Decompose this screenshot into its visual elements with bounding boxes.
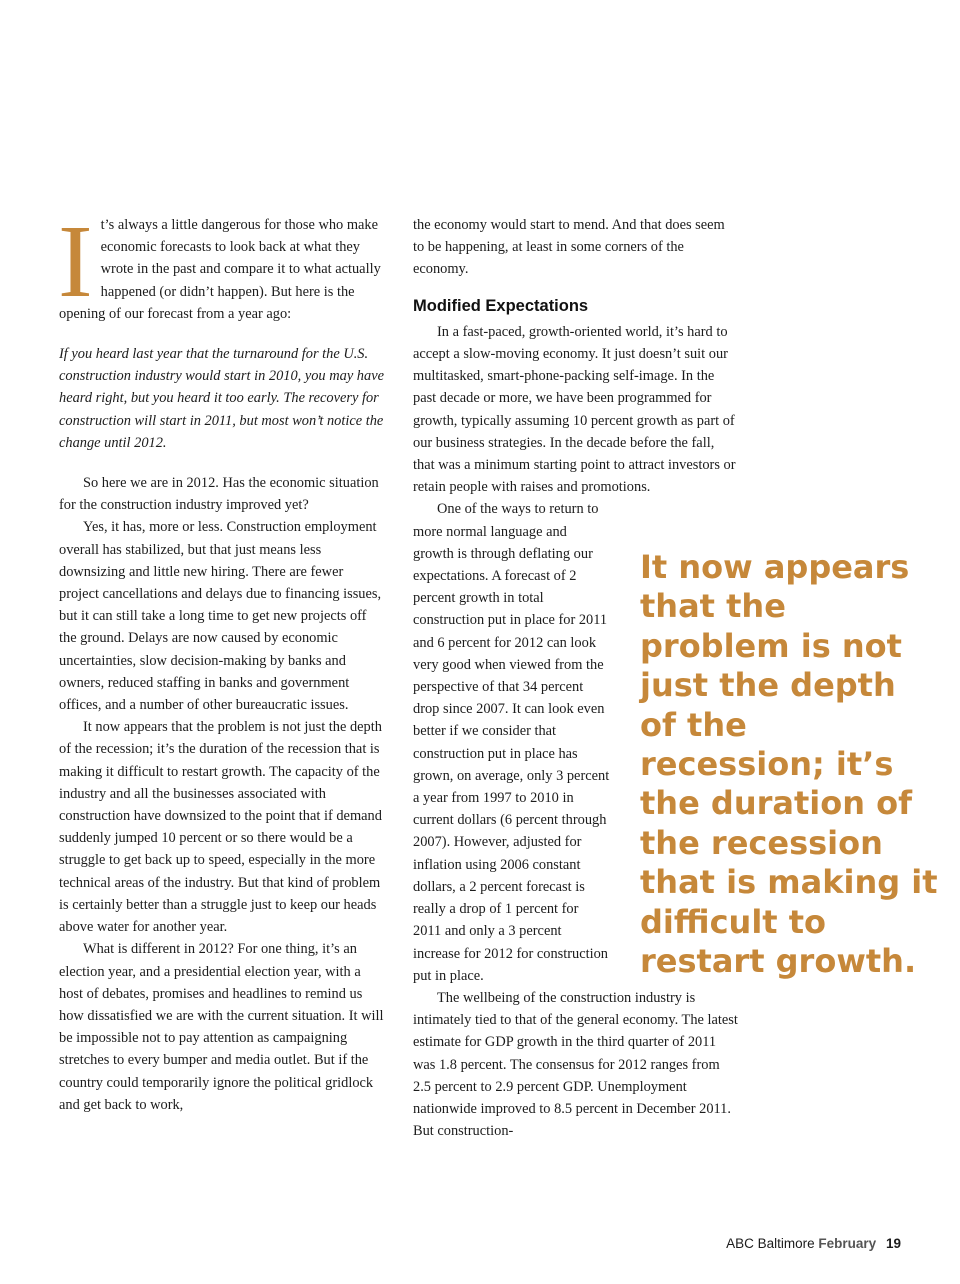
- pull-quote: It now appears that the problem is not just the depth of the recession; it’s the duration of the recession that is making it difficult to restart growth.: [640, 548, 938, 981]
- paragraph-text: t’s always a little dangerous for those who make economic forecasts to look back at what they wrote in the past and compare it to what actually happened (or didn’t happen). But here is the opening of our forecast from a year ago:: [59, 217, 381, 322]
- paragraph: It now appears that the problem is not just the depth of the recession; it’s the duration of the recession that is making it difficult to restart growth. The capacity of the industry and all the businesses associated with construction have downsized to the point that if demand suddenly jumped 10 percent or so there would be a struggle to get back up to speed, especially in the more technical areas of the industry. But that kind of problem is certainly better than a struggle just to keep our heads above water for another year.: [59, 719, 382, 936]
- paragraph: [58, 204, 385, 325]
- paragraph: the economy would start to mend. And that does seem to be happening, at least in some corners of the economy.: [413, 217, 725, 278]
- publication-name: ABC Baltimore: [726, 1236, 815, 1251]
- article-column-left: [58, 204, 385, 1116]
- forecast-quote: If you heard last year that the turnaround for the U.S. construction industry would start in 2010, you may have heard right, but you heard it too early. The recovery for construction will start in 2011, but most won’t notice the change until 2012.: [59, 346, 384, 451]
- page-footer: [726, 1236, 901, 1251]
- paragraph: So here we are in 2012. Has the economic situation for the construction industry improved yet?: [59, 475, 379, 514]
- section-heading: Modified Expectations: [413, 296, 589, 315]
- page-number: 19: [885, 1236, 901, 1251]
- issue-month: February: [818, 1236, 877, 1251]
- paragraph: Yes, it has, more or less. Construction employment overall has stabilized, but that just means less downsizing and little new hiring. There are fewer project cancellations and delays due to financing issues, but it can still take a long time to get new projects off the ground. Delays are now caused by economic uncertainties, slow decision-making by banks and owners, reduced staffing in banks and government offices, and a number of other bureaucratic issues.: [59, 519, 382, 714]
- drop-cap: I: [58, 204, 93, 319]
- paragraph: In a fast-paced, growth-oriented world, it’s hard to accept a slow-moving economy. It just doesn’t suit our multitasked, smart-phone-packing self-image. In the past decade or more, we have been programmed for growth, typically assuming 10 percent growth as part of our business strategies. In the decade before the fall, that was a minimum starting point to attract investors or retain people with raises and promotions.: [413, 323, 736, 496]
- paragraph: What is different in 2012? For one thing, it’s an election year, and a presidential election year, with a host of debates, promises and headlines to remind us how dissatisfied we are with the current situation. It will be impossible not to pay attention as campaigning stretches to every bumper and media outlet. But if the country could temporarily ignore the political gridlock and get back to work,: [59, 941, 384, 1113]
- paragraph: The wellbeing of the construction industry is intimately tied to that of the general economy. The latest estimate for GDP growth in the third quarter of 2011 was 1.8 percent. The consensus for 2012 ranges from 2.5 percent to 2.9 percent GDP. Unemployment nationwide improved to 8.5 percent in December 2011. But construction-: [413, 989, 738, 1140]
- paragraph: One of the ways to return to more normal language and growth is through deflating our expectations. A forecast of 2 percent growth in total construction put in place for 2011 and 6 percent for 2012 can look very good when viewed from the perspective of that 34 percent drop since 2007. It can look even better if we consider that construction put in place has grown, on average, only 3 percent a year from 1997 to 2010 in current dollars (6 percent through 2007). However, adjusted for inflation using 2006 constant dollars, a 2 percent forecast is really a drop of 1 percent for 2011 and only a 3 percent increase for 2012 for construction put in place.: [413, 501, 610, 984]
